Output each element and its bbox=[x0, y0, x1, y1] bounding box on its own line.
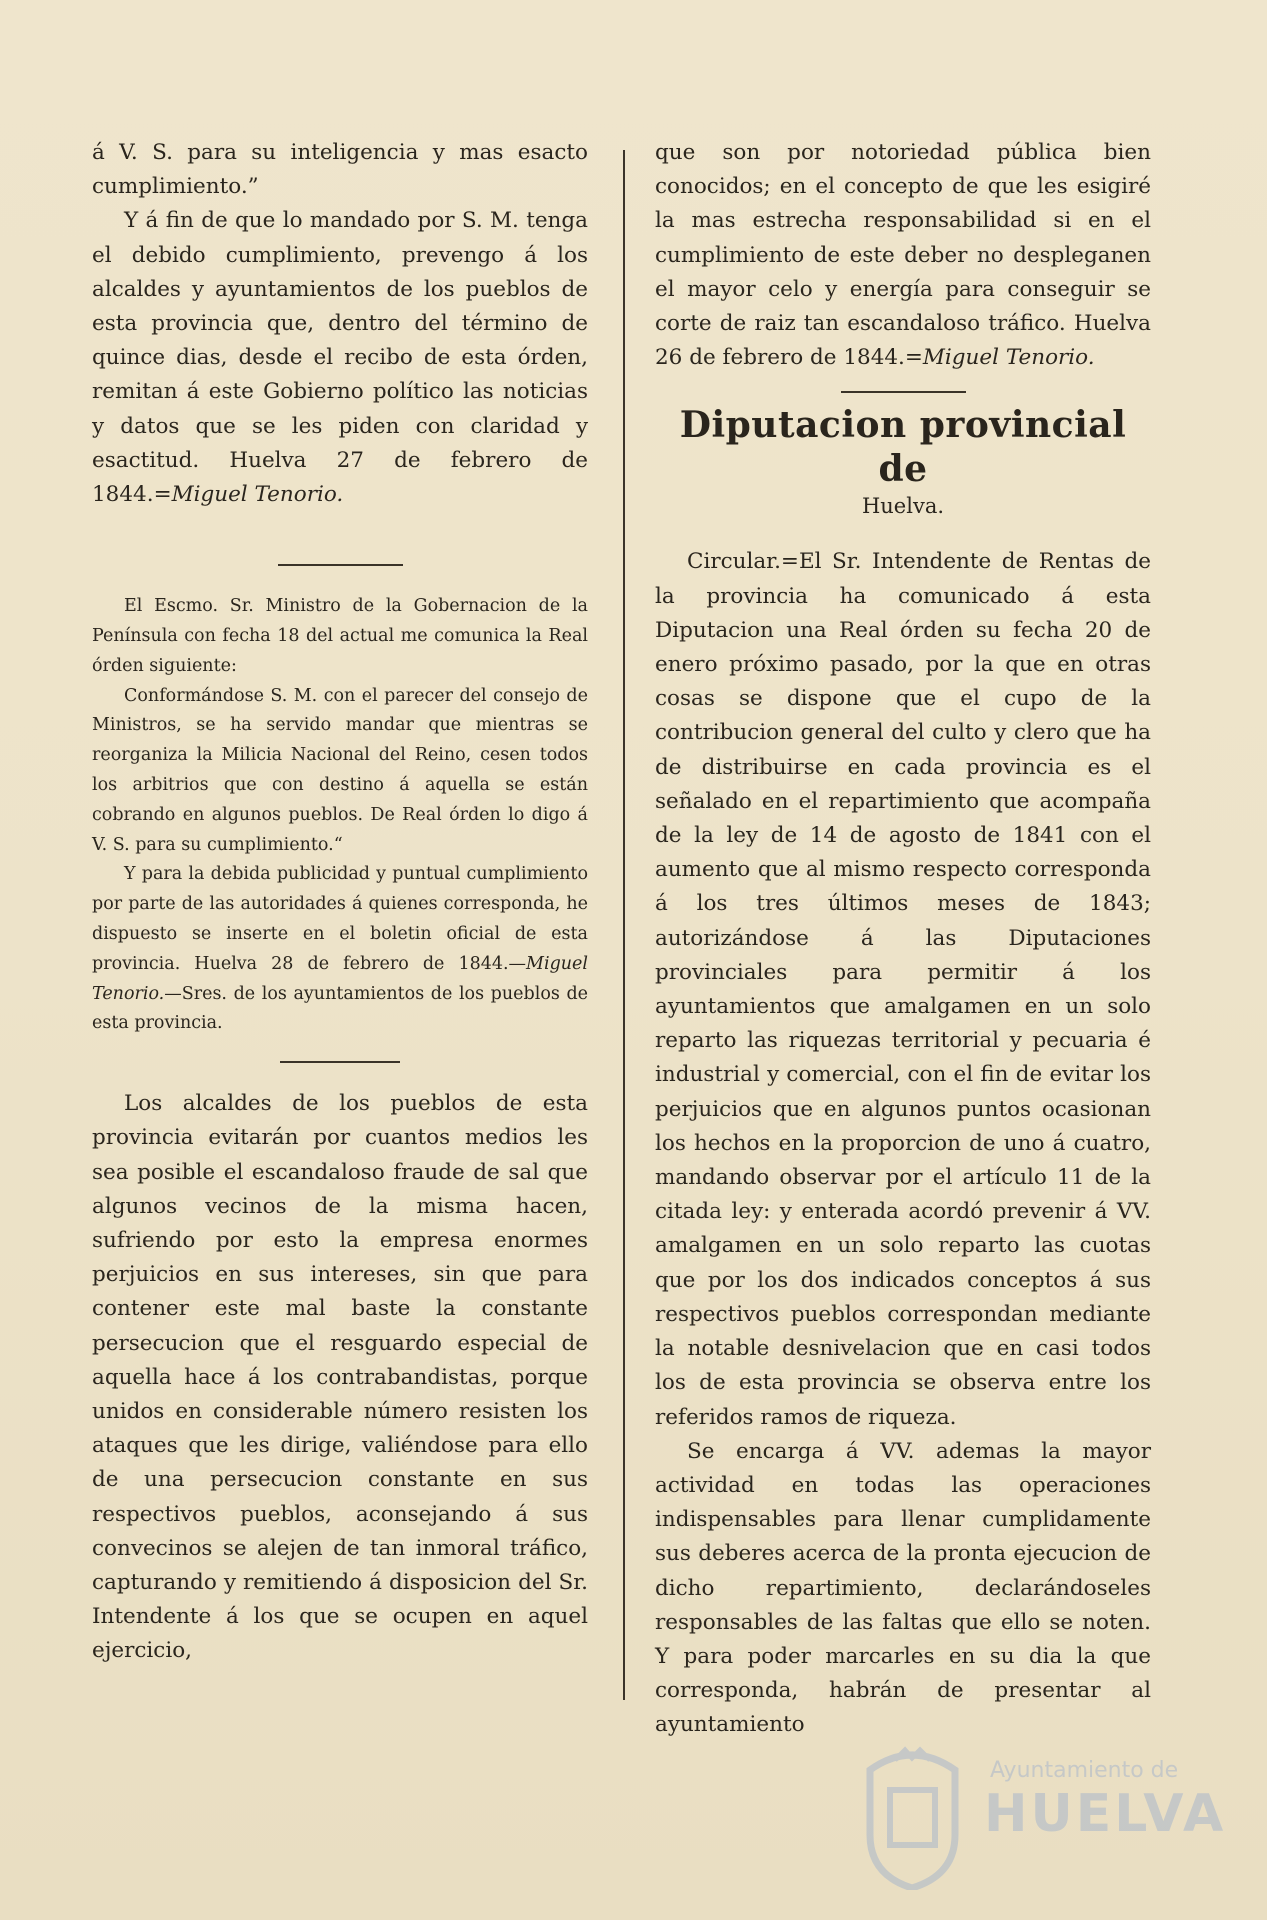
left-paragraph-2-text: Y á fin de que lo mandado por S. M. tenga el debido cumplimiento, prevengo á los alcaldes y ayuntamientos de los pueblos de esta provincia que, dentro del término de quince dias, desde el recibo de esta órden, remitan á este Gobierno político las noticias y datos que se les piden con claridad y esactitud. Huelva 27 de febrero de 1844. bbox=[92, 208, 588, 508]
right-paragraph-1-text: que son por notoriedad pública bien conocidos; en el concepto de que les esigiré la mas estrecha responsabilidad si en el cumplimiento de este deber no despleganen el mayor celo y energía para conseguir se corte de raiz tan escandaloso tráfico. Huelva 26 de febrero de 1844. bbox=[655, 140, 1151, 371]
right-column bbox=[655, 136, 1151, 1743]
left-paragraph-2 bbox=[92, 204, 588, 512]
coat-of-arms-icon bbox=[850, 1740, 975, 1890]
watermark-line-1: Ayuntamiento de bbox=[990, 1758, 1179, 1783]
watermark-line-2: HUELVA bbox=[984, 1784, 1227, 1844]
separator-rule bbox=[278, 564, 403, 566]
right-paragraph-2: Circular.=El Sr. Intendente de Rentas de la provincia ha comunicado á esta Diputacion una Real órden su fecha 20 de enero próximo pasado, por la que en otras cosas se dispone que el cupo de la contribucion general del culto y clero que ha de distribuirse en cada provincia es el señalado en el repartimiento que acompaña de la ley de 14 de agosto de 1841 con el aumento que al mismo respecto corresponda á los tres últimos meses de 1843; autorizándose á las Diputaciones provinciales para permitir á los ayuntamientos que amalgamen en un solo reparto las riquezas territorial y pecuaria é industrial y comercial, con el fin de evitar los perjuicios que en algunos puntos ocasionan los hechos en la proporcion de uno á cuatro, mandando observar por el artículo 11 de la citada ley: y enterada acordó prevenir á VV. amalgamen en un solo reparto las cuotas que por los dos indicados conceptos á sus respectivos pueblos correspondan mediante la notable desnivelacion que en casi todos los de esta provincia se observa entre los referidos ramos de riqueza. bbox=[655, 549, 1151, 1430]
left-paragraph-1: á V. S. para su inteligencia y mas esacto cumplimiento.” bbox=[92, 140, 588, 200]
left-paragraph-5-signature: —Miguel Tenorio. bbox=[92, 953, 588, 1004]
left-paragraph-5 bbox=[92, 860, 588, 1039]
separator-rule bbox=[841, 391, 966, 393]
left-paragraph-2-signature: =Miguel Tenorio. bbox=[153, 482, 344, 508]
left-paragraph-3: El Escmo. Sr. Ministro de la Gobernacion de la Península con fecha 18 del actual me comunica la Real órden siguiente: bbox=[92, 596, 588, 676]
section-heading: Diputacion provincial de bbox=[679, 404, 1127, 491]
section-subheading: Huelva. bbox=[861, 494, 945, 519]
left-column bbox=[92, 136, 588, 1669]
right-paragraph-3: Se encarga á VV. ademas la mayor actividad en todas las operaciones indispensables para llenar cumplidamente sus deberes acerca de la pronta ejecucion de dicho repartimiento, declarándoseles responsables de las faltas que ello se noten. Y para poder marcarles en su dia la que corresponda, habrán de presentar al ayuntamiento bbox=[655, 1438, 1151, 1738]
left-paragraph-6: Los alcaldes de los pueblos de esta provincia evitarán por cuantos medios les sea posible el escandaloso fraude de sal que algunos vecinos de la misma hacen, sufriendo por esto la empresa enormes perjuicios en sus intereses, sin que para contener este mal baste la constante persecucion que el resguardo especial de aquella hace á los contrabandistas, porque unidos en considerable número resisten los ataques que les dirige, valiéndose para ello de una persecucion constante en sus respectivos pueblos, aconsejando á sus convecinos se alejen de tan inmoral tráfico, capturando y remitiendo á disposicion del Sr. Intendente á los que se ocupen en aquel ejercicio, bbox=[92, 1091, 588, 1664]
ayuntamiento-watermark bbox=[850, 1740, 1227, 1890]
left-paragraph-4: Conformándose S. M. con el parecer del consejo de Ministros, se ha servido mandar que mientras se reorganiza la Milicia Nacional del Reino, cesen todos los arbitrios que con destino á aquella se están cobrando en algunos pueblos. De Real órden lo digo á V. S. para su cumplimiento.“ bbox=[92, 685, 588, 855]
left-paragraph-5-text: Y para la debida publicidad y puntual cumplimiento por parte de las autoridades á quienes corresponda, he dispuesto se inserte en el boletin oficial de esta provincia. Huelva 28 de febrero de 1844. bbox=[92, 864, 588, 974]
small-print-section bbox=[92, 592, 588, 1039]
right-paragraph-1-signature: =Miguel Tenorio. bbox=[904, 345, 1095, 371]
right-paragraph-1 bbox=[655, 136, 1151, 375]
separator-rule bbox=[280, 1061, 400, 1063]
column-divider bbox=[623, 150, 625, 1700]
left-paragraph-5-tail: —Sres. de los ayuntamientos de los pueblos de esta provincia. bbox=[92, 983, 588, 1034]
